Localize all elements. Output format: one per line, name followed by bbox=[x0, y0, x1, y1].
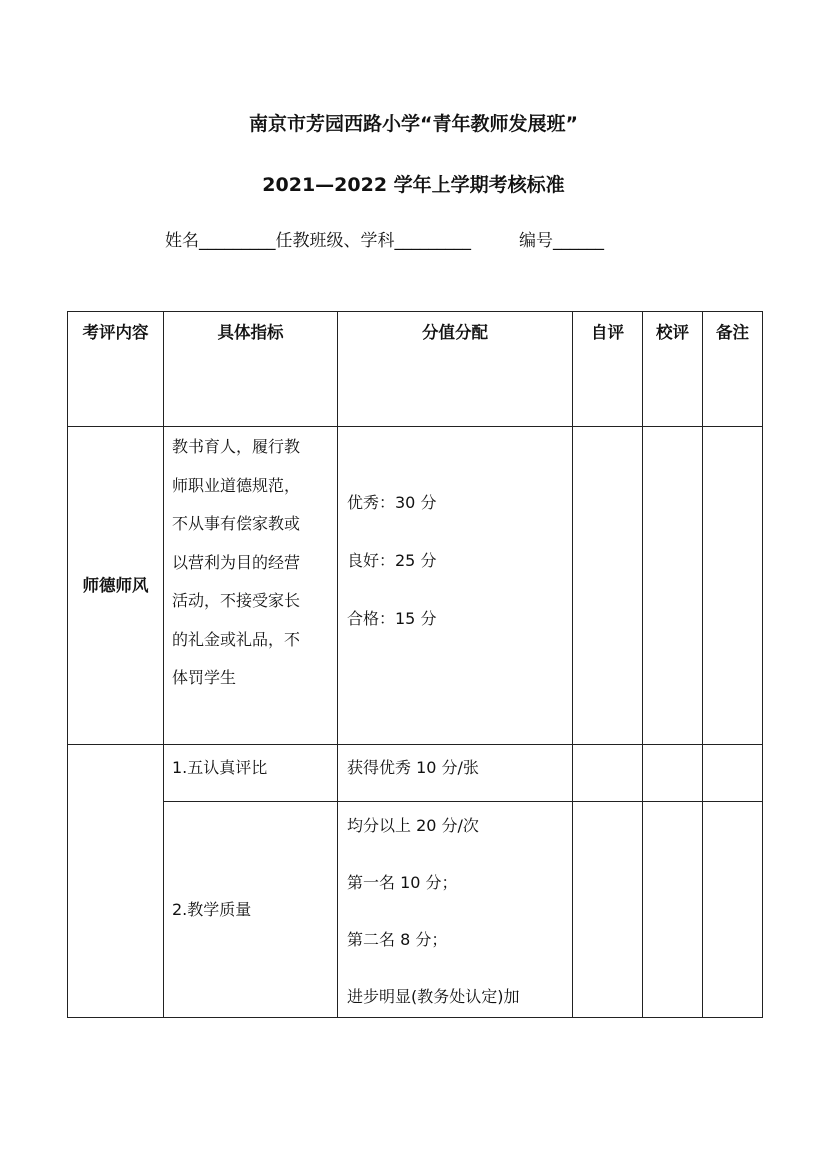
indicator-cell bbox=[164, 427, 338, 745]
header-score: 分值分配 bbox=[338, 312, 573, 427]
score-line: 优秀：30 分 bbox=[347, 493, 437, 512]
school-eval-cell bbox=[643, 802, 703, 1018]
number-field-label: 编号______ bbox=[519, 231, 604, 251]
assessment-table bbox=[67, 311, 763, 1018]
remarks-cell bbox=[703, 802, 763, 1018]
score-line: 合格：15 分 bbox=[347, 609, 437, 628]
indicator-line: 的礼金或礼品，不 bbox=[172, 629, 301, 649]
self-eval-cell bbox=[573, 745, 643, 802]
score-line: 良好：25 分 bbox=[347, 551, 437, 570]
header-indicator: 具体指标 bbox=[164, 312, 338, 427]
indicator-line: 活动，不接受家长 bbox=[172, 591, 301, 610]
score-cell bbox=[338, 427, 573, 745]
table-row bbox=[68, 802, 763, 1018]
indicator-line: 不从事有偿家教或 bbox=[172, 514, 301, 533]
indicator-cell: 1.五认真评比 bbox=[164, 745, 338, 802]
score-cell bbox=[338, 745, 573, 802]
table-row bbox=[68, 427, 763, 745]
school-eval-cell bbox=[643, 745, 703, 802]
category-cell bbox=[68, 745, 164, 1018]
document-subtitle: 2021—2022 学年上学期考核标准 bbox=[262, 174, 565, 196]
document-title: 南京市芳园西路小学“青年教师发展班” bbox=[249, 113, 578, 135]
score-cell bbox=[338, 802, 573, 1018]
indicator-cell: 2.教学质量 bbox=[164, 802, 338, 1018]
indicator-line: 体罚学生 bbox=[172, 668, 237, 687]
name-field-label: 姓名_________ bbox=[165, 231, 276, 251]
table-row bbox=[68, 745, 763, 802]
header-school-eval: 校评 bbox=[643, 312, 703, 427]
info-line bbox=[165, 226, 604, 251]
indicator-line: 师职业道德规范， bbox=[172, 475, 301, 495]
class-subject-field-label: 任教班级、学科_________ bbox=[275, 231, 471, 251]
score-line: 第二名 8 分； bbox=[347, 930, 448, 949]
remarks-cell bbox=[703, 745, 763, 802]
header-row bbox=[68, 312, 763, 427]
indicator-line: 教书育人，履行教 bbox=[172, 437, 301, 456]
header-self-eval: 自评 bbox=[573, 312, 643, 427]
indicator-line: 以营利为目的经营 bbox=[172, 552, 301, 572]
school-eval-cell bbox=[643, 427, 703, 745]
score-line: 第一名 10 分； bbox=[347, 873, 458, 892]
header-remarks: 备注 bbox=[703, 312, 763, 427]
category-cell: 师德师风 bbox=[68, 427, 164, 745]
self-eval-cell bbox=[573, 802, 643, 1018]
header-category: 考评内容 bbox=[68, 312, 164, 427]
remarks-cell bbox=[703, 427, 763, 745]
score-line: 进步明显(教务处认定)加 bbox=[347, 987, 520, 1006]
score-line: 均分以上 20 分/次 bbox=[347, 816, 479, 835]
self-eval-cell bbox=[573, 427, 643, 745]
score-line: 获得优秀 10 分/张 bbox=[347, 758, 479, 777]
